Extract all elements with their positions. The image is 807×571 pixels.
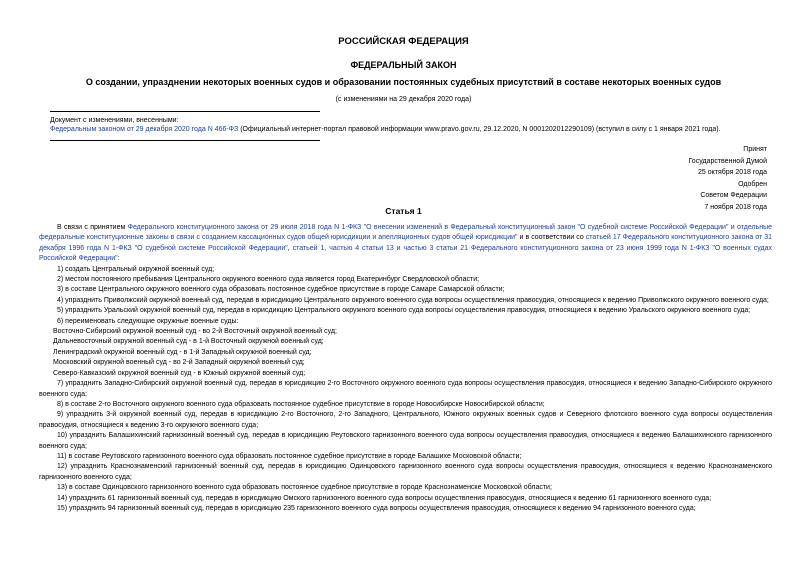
list-item: 8) в составе 2-го Восточного окружного военного суда образовать постоянное судебное присутствие в городе Новосибирске Новосибирской области;: [57, 400, 545, 408]
intro-text: ,: [287, 244, 293, 252]
changes-source: (Официальный интернет-портал правовой информации www.pravo.gov.ru, 29.12.2020, N 0001202012290109) (вступил в силу с 1 января 2021 года).: [238, 126, 721, 133]
rename-item: Московский окружной военный суд - во 2-й Западный окружной военный суд;: [53, 359, 305, 367]
list-item: 13) в составе Одинцовского гарнизонного военного суда образовать постоянное судебное присутствие в городе Краснознаменске Московской области;: [57, 484, 552, 492]
approval-adopted: Принят: [743, 146, 767, 153]
list-item: 9) упразднить 3-й окружной военный суд, передав в юрисдикцию 2-го Восточного, 2-го Западного, Центрального, Южного окружных военных судов и Северного флотского военного суда вопросы осуществления правосудия, относящиеся к ведению 3-го окружного военного суда;: [39, 411, 772, 429]
changes-line: [50, 126, 780, 133]
list-item: 5) упразднить Уральский окружной военный суд, передав в юрисдикцию Центрального окружного военного суда вопросы осуществления правосудия, относящиеся к ведению Уральского окружного военного суда;: [57, 307, 751, 315]
fkz-1996-link[interactable]: статьей 17 Федерального конституционного закона от 31 декабря 1996 года N 1-ФКЗ "О судебной системе Российской Федерации": [39, 234, 772, 252]
divider-bottom: [50, 140, 320, 141]
intro-text: и в соответствии со: [517, 234, 586, 242]
amending-law-link[interactable]: Федеральным законом от 29 декабря 2020 года N 466-ФЗ: [50, 126, 239, 133]
approval-council: Советом Федерации: [700, 192, 767, 199]
list-item: 1) создать Центральный окружной военный суд;: [57, 265, 215, 273]
article-heading: Статья 1: [385, 206, 422, 216]
list-item: 6) переименовать следующие окружные военные суды:: [57, 317, 239, 325]
list-item: 12) упразднить Краснознаменский гарнизонный военный суд, передав в юрисдикцию Одинцовского гарнизонного военного суда вопросы осуществления правосудия, относящиеся к ведению Краснознаменского гарнизонного военного суда;: [39, 463, 772, 481]
list-item: 3) в составе Центрального окружного военного суда образовать постоянное судебное присутствие в городе Самаре Самарской области;: [57, 286, 505, 294]
approval-duma: Государственной Думой: [688, 157, 767, 165]
list-item: 14) упразднить 61 гарнизонный военный суд, передав в юрисдикцию Омского гарнизонного военного суда вопросы осуществления правосудия, относящиеся к ведению 61 гарнизонного военного суда;: [57, 494, 712, 502]
rename-item: Северо-Кавказский окружной военный суд - в Южный окружной военный суд;: [53, 369, 306, 377]
rename-item: Ленинградский окружной военный суд - в 1-й Западный окружной военный суд;: [53, 348, 312, 356]
list-item: 4) упразднить Приволжский окружной военный суд, передав в юрисдикцию Центрального окружного военного суда вопросы осуществления правосудия, относящиеся к ведению Приволжского окружного военного суда;: [57, 296, 769, 304]
list-item: 2) местом постоянного пребывания Центрального окружного военного суда является город Екатеринбург Свердловской области;: [57, 276, 480, 284]
intro-text: В связи с принятием: [57, 224, 128, 231]
fkz-2018-link[interactable]: Федерального конституционного закона от 29 июля 2018 года N 1-ФКЗ "О внесении изменений в Федеральный конституционный закон "О судебной системе Российской Федерации" и отдельные федеральные конституционные законы в связи с созданием кассационных судов общей юрисдикции и апелляционных судов общей юрисдикции": [39, 224, 772, 242]
approval-council-date: 7 ноября 2018 года: [704, 203, 767, 211]
revision-note: (с изменениями на 29 декабря 2020 года): [335, 96, 472, 103]
country-heading: РОССИЙСКАЯ ФЕДЕРАЦИЯ: [338, 36, 469, 47]
fkz-1999-link[interactable]: статьей 1, частью 4 статьи 13 и частью 3 статьи 21 Федерального конституционного закона от 23 июня 1999 года N 1-ФКЗ "О военных судах Российской Федерации": [39, 244, 772, 263]
rename-item: Дальневосточный окружной военный суд - в 1-й Восточный окружной военный суд;: [53, 338, 324, 346]
changes-label: Документ с изменениями, внесенными:: [50, 117, 179, 124]
approval-duma-date: 25 октября 2018 года: [698, 169, 767, 176]
article-body: [39, 223, 772, 514]
list-item: 7) упразднить Западно-Сибирский окружной военный суд, передав в юрисдикцию 2-го Восточного окружного военного суда вопросы осуществления правосудия, относящиеся к ведению Западно-Сибирского окружного военного суда;: [39, 380, 772, 398]
approval-approved: Одобрен: [738, 180, 767, 188]
intro-text: :: [117, 255, 120, 263]
list-item: 15) упразднить 94 гарнизонный военный суд, передав в юрисдикцию 235 гарнизонного военного суда вопросы осуществления правосудия, относящиеся к ведению 94 гарнизонного военного суда;: [57, 504, 696, 512]
rename-item: Восточно-Сибирский окружной военный суд - во 2-й Восточный окружной военный суд;: [53, 328, 337, 336]
intro-paragraph: [39, 223, 772, 265]
list-item: 11) в составе Реутовского гарнизонного военного суда образовать постоянное судебное присутствие в городе Балашихе Московской области;: [57, 452, 522, 460]
law-type-heading: ФЕДЕРАЛЬНЫЙ ЗАКОН: [350, 60, 457, 70]
approval-block: [688, 144, 767, 213]
law-title: О создании, упразднении некоторых военных судов и образовании постоянных судебных присутствий в составе некоторых военных судов: [85, 77, 722, 87]
list-item: 10) упразднить Балашихинский гарнизонный военный суд, передав в юрисдикцию Реутовского гарнизонного военного суда вопросы осуществления правосудия, относящиеся к ведению Балашихинского гарнизонного военного суда;: [39, 432, 772, 450]
divider-top: [50, 111, 320, 112]
